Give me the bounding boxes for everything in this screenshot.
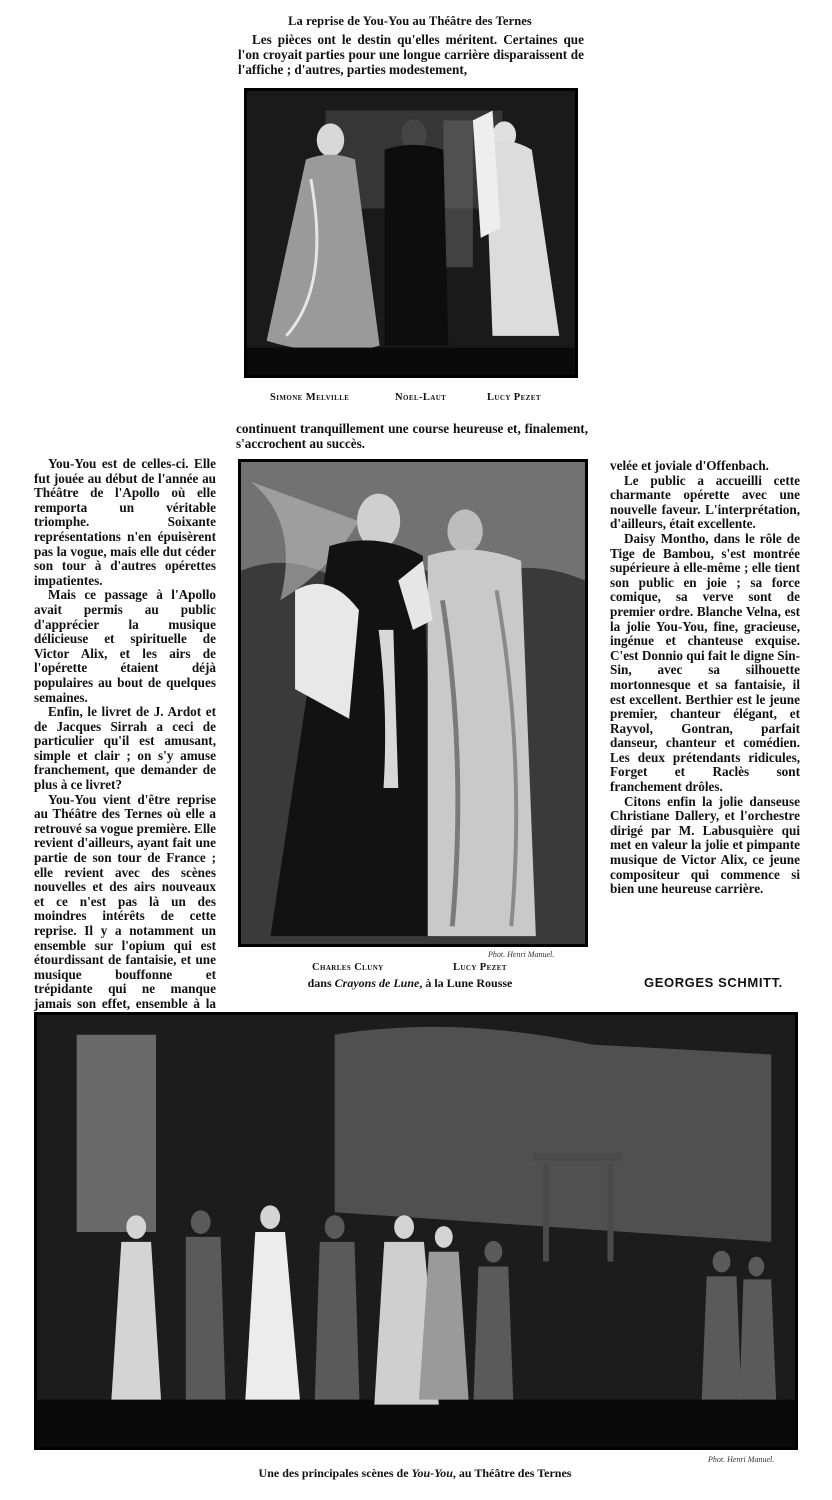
photo-top-stage — [244, 88, 578, 378]
left-paragraph: You-You vient d'être reprise au Théâtre des Ternes où elle a retrouvé sa vogue première. Elle revient d'ailleurs, ayant fait une partie de son tour de France ; elle revient avec des scènes nouvelles et des airs nouveaux et ce n'est pas là un des moindres intérêts de cette reprise. Il y a notamment un ensemble sur l'opium qui est étourdissant de fantaisie, et une musique bouffonne et trépidante qui ne manque jamais son effet, ensemble à la — [34, 791, 216, 1011]
caption-suffix: , au Théâtre des Ternes — [452, 1466, 572, 1480]
right-paragraph: Le public a accueilli cette charmante opérette avec une nouvelle faveur. L'interprétation, d'ailleurs, était excellente. — [610, 472, 800, 532]
photo-top-caption-3: Lucy Pezet — [487, 392, 541, 403]
photo-middle-duo — [238, 459, 588, 947]
photo-middle-caption-name-2: Lucy Pezet — [453, 962, 507, 973]
left-paragraph: Mais ce passage à l'Apollo avait permis au public d'apprécier la musique délicieuse et spirituelle de Victor Alix, et les airs de l'opérette étaient déjà populaires au bout de quelques semaines. — [34, 587, 216, 705]
left-column — [34, 457, 216, 1026]
caption-suffix: , à la Lune Rousse — [419, 976, 513, 990]
photo-top-caption-1: Simone Melville — [270, 392, 350, 403]
right-paragraph: Citons enfin la jolie danseuse Christiane Dallery, et l'orchestre dirigé par M. Labusquière qui met en valeur la jolie et pimpante musique de Victor Alix, ce jeune compositeur qui commence si bien une heureuse carrière. — [610, 793, 800, 897]
photo-middle-credit: Phot. Henri Manuel. — [488, 950, 555, 959]
photo-bottom-caption — [150, 1466, 680, 1481]
caption-prefix: Une des principales scènes de — [258, 1466, 409, 1480]
right-paragraph: velée et joviale d'Offenbach. — [610, 458, 769, 473]
photo-middle-image — [241, 462, 585, 944]
photo-bottom-credit: Phot. Henri Manuel. — [708, 1455, 775, 1464]
author-signature: GEORGES SCHMITT. — [644, 975, 783, 990]
photo-top-image — [247, 91, 575, 375]
caption-prefix: dans — [307, 976, 332, 990]
right-paragraph: Daisy Montho, dans le rôle de Tige de Bambou, s'est montrée supérieure à elle-même ; elle tient son public en joie ; sa force comique, sa verve sont de premier ordre. Blanche Velna, est la jolie You-You, fine, gracieuse, ingénue et chanteuse exquise. C'est Donnio qui fait le digne Sin-Sin, avec sa silhouette mortonnesque et sa fantaisie, il est excellent. Berthier est le jeune premier, chanteur élégant, et Rayvol, Gontran, parfait danseur, chanteur et comédien. Les deux prétendants ridicules, Forget et Raclès sont franchement drôles. — [610, 530, 800, 795]
right-column — [610, 459, 800, 897]
photo-bottom-scene — [34, 1012, 798, 1450]
article-intro: Les pièces ont le destin qu'elles méritent. Certaines que l'on croyait parties pour une longue carrière disparaissent de l'affiche ; d'autres, parties modestement, — [238, 32, 584, 77]
left-paragraph: You-You est de celles-ci. Elle fut jouée au début de l'année au Théâtre de l'Apollo où elle remporta un véritable triomphe. Soixante représentations n'en épuisèrent pas la vogue, mais elle dut céder son tour à d'autres opérettes impatientes. — [34, 456, 216, 588]
caption-title: You-You — [411, 1466, 453, 1480]
photo-bottom-image — [37, 1015, 795, 1447]
photo-top-caption-2: Noel-Laut — [395, 392, 447, 403]
left-paragraph: Enfin, le livret de J. Ardot et de Jacques Sirrah a ceci de particulier qu'il est amusant, simple et clair ; on s'y amuse franchement, que demander de plus à ce livret? — [34, 704, 216, 793]
photo-middle-caption-name-1: Charles Cluny — [312, 962, 384, 973]
photo-middle-caption — [250, 976, 570, 991]
article-title: La reprise de You-You au Théâtre des Ternes — [288, 14, 532, 28]
article-continuation: continuent tranquillement une course heureuse et, finalement, s'accrochent au succès. — [236, 421, 588, 451]
caption-title: Crayons de Lune — [334, 976, 420, 990]
